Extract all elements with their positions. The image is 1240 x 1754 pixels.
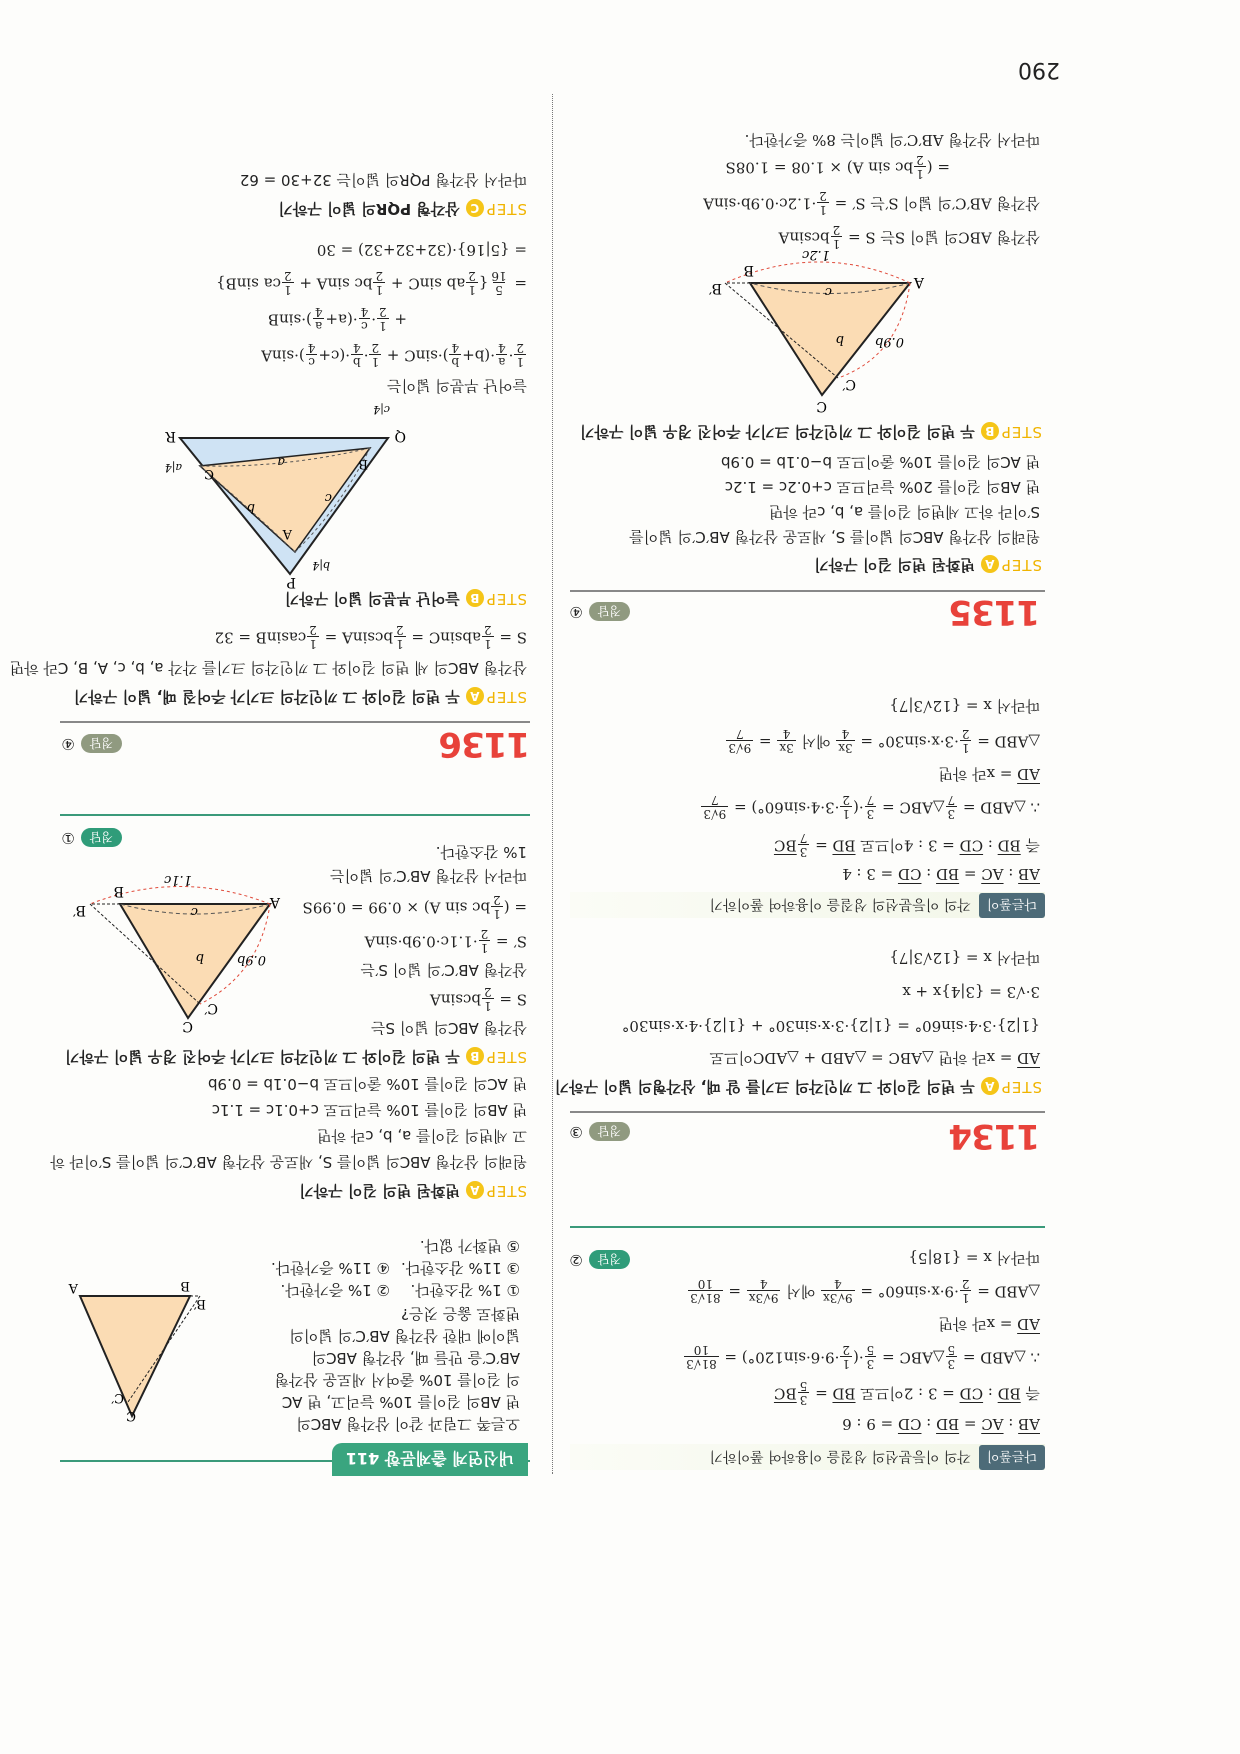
svg-text:B: B <box>180 1278 190 1293</box>
math-line: 즉 $\overline{BD}$ : $\overline{CD} = 3$ : 4이므로 $\overline{BD}$ = 3 7 $\overline{BC}$ <box>773 831 1040 859</box>
label-c-over-4: c|4 <box>373 403 390 416</box>
alt-solution-box <box>570 1444 1045 1470</box>
svg-text:0.9b: 0.9b <box>875 334 904 349</box>
alt-solution-tag: 다른풀이 <box>979 1445 1045 1470</box>
svg-text:c: c <box>190 904 198 919</box>
solution-lines <box>50 1068 527 1172</box>
svg-text:B: B <box>113 883 124 899</box>
choice-1: ① 1% 감소한다. <box>410 1281 520 1299</box>
text-line: 삼각형 ABC의 세 변의 길이와 그 끼인각의 크기를 각각 a, b, c, A, B, C라 하면 <box>9 659 527 677</box>
math-line: 즉 $\overline{BD}$ : $\overline{CD} = 3$ : 2이므로 $\overline{BD}$ = 3 5 $\overline{BC}$ <box>773 1379 1040 1407</box>
svg-text:C: C <box>182 1018 193 1034</box>
math-line: S′ = 1 2 ·1.1c·0.9b·sinA <box>364 927 527 955</box>
answer-badge: 정답④ <box>569 602 630 622</box>
problem-text: 의 길이를 10% 줄여서 새로운 삼각형 <box>274 1371 520 1389</box>
svg-text:c: c <box>324 490 332 505</box>
step-c-heading: STEPC삼각형 PQR의 넓이 구하기 <box>278 200 527 218</box>
math-line: 따라서 삼각형 AB′C′의 넓이는 <box>329 867 527 885</box>
problem-text: 변화로 옳은 것은? <box>401 1305 520 1323</box>
triangle-diagram <box>50 874 280 1034</box>
step-a-heading: STEPA두 변의 길이와 그 끼인각의 크기가 주어질 때, 넓이 구하기 <box>73 688 527 706</box>
step-b-heading: STEPB두 변의 길이와 그 끼인각의 크기가 주어진 경우 넓이 구하기 <box>65 1048 527 1066</box>
math-line: 늘어난 부분의 넓이는 <box>387 377 527 395</box>
svg-text:b: b <box>195 950 204 965</box>
svg-text:B: B <box>743 262 754 278</box>
svg-text:P: P <box>286 574 296 590</box>
problem-text: 변 AB의 길이를 10% 늘리고, 변 AC <box>281 1393 520 1411</box>
svg-text:b: b <box>835 332 844 347</box>
svg-text:b: b <box>246 500 255 515</box>
math-line: $\overline{AD} = x$라 하면 <box>938 765 1040 783</box>
answer-badge: 정답④ <box>61 734 122 754</box>
section-divider <box>570 1226 1045 1228</box>
math-line: 삼각형 AB′C′의 넓이 S′는 S′ = 1 2 ·1.2c·0.9b·sinA <box>703 189 1040 217</box>
text-line: 고 세변의 길이를 a, b, c라 하면 <box>316 1127 527 1145</box>
math-line: = ( 1 2 bc sin A) × 1.08 = 1.08S <box>725 153 950 181</box>
svg-text:B′: B′ <box>708 280 722 296</box>
solution-lines <box>622 934 1040 1068</box>
math-line: $\overline{AB}$ : $\overline{AC} = \overline{BD}$ : $\overline{CD} = 3$ : 4 <box>842 865 1040 883</box>
math-line: 삼각형 ABC의 넓이 S는 <box>370 1019 527 1037</box>
math-line: 삼각형 ABC의 넓이 S는 S = 1 2 bcsinA <box>778 223 1040 251</box>
problem-number: 1134 <box>949 1116 1040 1156</box>
math-line: {1|2}·3·4·sin60° = {1|2}·3·x·sin30° + {1|2}·4·x·sin30° <box>621 1017 1040 1035</box>
math-line: 삼각형 AB′C′의 넓이 S′는 <box>360 961 527 979</box>
choice-2: ② 1% 증가한다. <box>280 1281 390 1299</box>
solution-lines <box>629 447 1040 547</box>
section-divider <box>60 814 530 816</box>
text-line: 변 AB의 길이를 20% 늘리므로 c+0.2c = 1.2c <box>724 478 1040 496</box>
label-a-over-4: a|4 <box>164 461 182 474</box>
math-line: ∴ △ABD = 3 5 △ABC = 3 5 ·( 1 2 ·9·6·sin120°) = 81√3 10 <box>686 1343 1040 1371</box>
answer-badge: 정답① <box>61 828 122 848</box>
choice-4: ④ 11% 증가한다. <box>270 1259 390 1277</box>
svg-text:a: a <box>277 454 285 469</box>
problem-text: AB′C′을 만들 때, 삼각형 ABC의 <box>311 1349 520 1367</box>
text-line: S′이라 하고 세변의 길이를 a, b, c라 하면 <box>768 503 1040 521</box>
math-line: ∴ △ABD = 3 7 △ABC = 3 7 ·( 1 2 ·3·4·sin60°) = 9√3 7 <box>703 793 1040 821</box>
pqr-diagram <box>160 398 420 588</box>
svg-text:A: A <box>269 894 280 910</box>
answer-badge: 정답③ <box>569 1122 630 1142</box>
svg-text:A: A <box>68 1280 78 1295</box>
math-line: 따라서 x = {12√3|7} <box>889 949 1040 967</box>
text-line: 변 AC의 길이를 10% 줄이므로 b−0.1b = 0.9b <box>207 1075 527 1093</box>
solution-lines <box>216 224 527 396</box>
problem-number: 1135 <box>949 592 1040 632</box>
step-b-heading: STEPB늘어난 부분의 넓이 구하기 <box>284 590 527 608</box>
math-line: 1% 감소한다. <box>435 843 527 861</box>
math-line: = {5|16}·(32+32+32) = 30 <box>316 241 527 259</box>
label-A: A <box>913 274 924 290</box>
svg-text:C′: C′ <box>111 1390 124 1405</box>
math-line: = 5 16 { 1 2 ab sinC + 1 2 bc sinA + 1 2 ca sinB} <box>216 269 527 297</box>
math-line: $\overline{AB}$ : $\overline{AC} = \overline{BD}$ : $\overline{CD} = 9$ : 6 <box>842 1415 1040 1433</box>
solution-lines <box>10 616 527 678</box>
answer-badge: 정답② <box>569 1250 630 1270</box>
section-rule <box>570 590 1045 592</box>
svg-text:C: C <box>126 1408 136 1423</box>
math-line: △ABD = 1 2 ·3·x·sin30° = 3x 4 에서 3x 4 = 9√3 7 <box>728 727 1040 755</box>
svg-text:0.9b: 0.9b <box>237 952 266 967</box>
text-line: 변 AB의 길이를 10% 늘리므로 c+0.1c = 1.1c <box>211 1101 527 1119</box>
text-line: 따라서 삼각형 PQR의 넓이는 32+30 = 62 <box>239 171 527 189</box>
math-line: $\overline{AD} = x$라 하면 <box>938 1315 1040 1333</box>
math-line: 따라서 x = {18|5} <box>908 1249 1040 1267</box>
section-rule <box>60 721 530 723</box>
alt-solution-box: 다른풀이각의 이등분선의 성질을 이용하여 풀이하기 <box>570 892 1045 918</box>
text-line: 변 AC의 길이를 10% 줄이므로 b−0.1b = 0.9b <box>720 453 1040 471</box>
step-a-heading: STEPA변화된 변의 길이 구하기 <box>299 1182 527 1200</box>
label-b-over-4: b|4 <box>312 559 330 572</box>
solution-lines <box>703 122 1040 250</box>
svg-text:B′: B′ <box>193 1296 206 1311</box>
alt-solution-lines <box>700 686 1040 884</box>
math-line: △ABD = 1 2 ·9·x·sin60° = 9√3x 4 에서 9√3x 4 = 81√3 10 <box>690 1277 1040 1305</box>
math-line: = ( 1 2 bc sin A) × 0.99 = 0.99S <box>302 893 527 921</box>
alt-solution-lines <box>683 1238 1040 1434</box>
math-line: 1 2 · a 4 ·(b+ b 4 )·sinC + 1 2 · b 4 ·(c+ c 4 )·sinA <box>261 341 524 369</box>
page-number: 290 <box>1018 57 1060 82</box>
solution-lines <box>302 838 527 1038</box>
exam-problem <box>271 1234 520 1434</box>
step-b-heading: STEPB두 변의 길이와 그 끼인각의 크기가 주어진 경우 넓이 구하기 <box>580 423 1042 441</box>
step-a-heading: STEPA두 변의 길이와 그 끼인각의 크기를 알 때, 삼각형의 넓이 구하기 <box>554 1078 1042 1096</box>
svg-text:B′: B′ <box>72 902 86 918</box>
exam-header: 내신연계 출제문항 411 <box>332 1443 528 1476</box>
svg-text:C′: C′ <box>842 376 856 392</box>
choice-3: ③ 11% 감소한다. <box>400 1259 520 1277</box>
math-line: 따라서 x = {12√3|7} <box>889 697 1040 715</box>
problem-number: 1136 <box>439 724 530 764</box>
svg-text:C: C <box>204 466 214 481</box>
math-line: S = 1 2 bcsinA <box>429 985 527 1013</box>
text-line: 원래의 삼각형 ABC의 넓이를 S, 새로운 삼각형 AB′C′의 넓이를 <box>629 528 1040 546</box>
alt-solution-title: 각의 이등분선의 성질을 이용하여 풀이하기 <box>709 1448 971 1464</box>
math-line: S = 1 2 absinC = 1 2 bcsinA = 1 2 casinB = 32 <box>214 623 527 651</box>
text-line: 원래의 삼각형 ABC의 넓이를 S, 새로운 삼각형 AB′C′의 넓이를 S′이라 하 <box>50 1153 527 1171</box>
svg-text:Q: Q <box>394 428 406 444</box>
math-line: $\overline{AD} = x$라 하면 △ABC = △ABD + △ADC이므로 <box>709 1049 1040 1067</box>
step-a-heading: STEPA변화된 변의 길이 구하기 <box>814 556 1042 574</box>
math-line: 따라서 삼각형 AB′C′의 넓이는 8% 증가한다. <box>744 131 1040 149</box>
problem-text: 넓이에 대한 삼각형 AB′C′의 넓이의 <box>289 1327 520 1345</box>
problem-text: 오른쪽 그림과 같이 삼각형 ABC의 <box>296 1415 520 1433</box>
svg-text:B: B <box>358 456 368 471</box>
problem-triangle-diagram <box>50 1274 206 1424</box>
math-line: + 1 2 · c 4 ·(a+ a 4 )·sinB <box>268 305 407 333</box>
svg-text:A: A <box>282 526 292 541</box>
svg-text:c: c <box>824 284 832 299</box>
svg-text:C′: C′ <box>204 1000 218 1016</box>
math-line: 3·√3 = {3|4}x + x <box>902 983 1040 1001</box>
section-rule <box>570 1111 1045 1113</box>
triangle-diagram <box>680 246 940 416</box>
svg-text:C: C <box>816 398 827 414</box>
svg-text:1.2c: 1.2c <box>802 247 830 262</box>
column-divider <box>552 94 553 1474</box>
choice-5: ⑤ 변화가 없다. <box>419 1237 520 1255</box>
svg-text:1.1c: 1.1c <box>164 872 192 887</box>
svg-text:R: R <box>165 428 176 444</box>
solution-lines <box>240 170 527 190</box>
